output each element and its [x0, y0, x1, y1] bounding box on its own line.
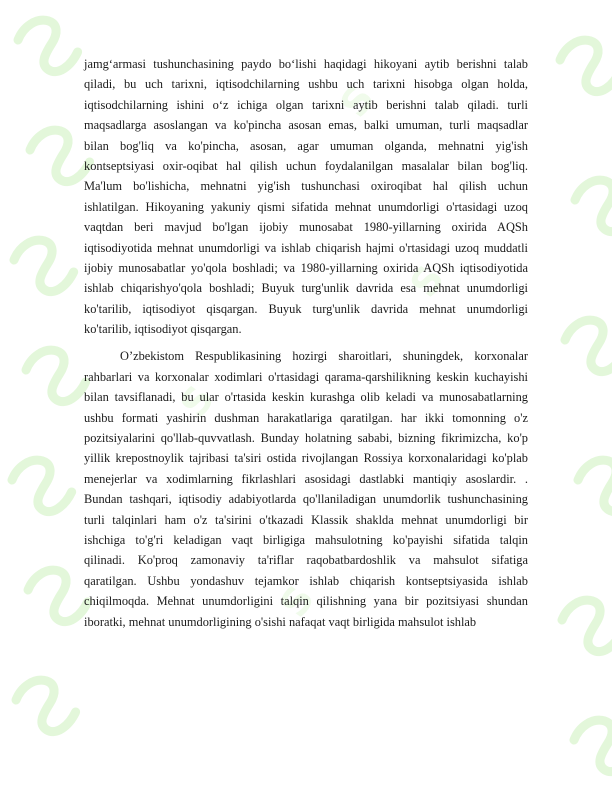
text-line: turli talqinlari ham o'z ta'sirini o'tkazadi Klassik shaklda mehnat unumdorligi bir [84, 512, 528, 527]
text-line: maqsadlarga asoslangan va ko'pincha asosan emas, balki umuman, turli maqsadlar [84, 118, 528, 133]
text-line: pozitsiyalarini qo'llab-quvvatlash. Bunday holatning sababi, bizning fikrimizcha, ko'p [84, 431, 528, 446]
watermark-mark [9, 451, 75, 521]
watermark-mark [557, 31, 612, 101]
text-line: jamg‘armasi tushunchasining paydo bo‘lishi haqidagi hikoyani aytib berishni talab [84, 57, 528, 71]
text-line: rahbarlari va korxonalar xodimlari o'rtasidagi qarama-qarshilikning keskin kuchayishi [84, 369, 528, 384]
text-line: ishlab chiqarishyo'qola boshladi; Buyuk turg'unlik davrida esa mehnat unumdorligi [84, 281, 528, 296]
text-line: ishlatilgan. Hikoyaning yakuniy qismi sifatida mehnat unumdorligi o'rtasidagi uzoq [84, 199, 528, 214]
text-line: ko'tarilib, iqtisodiyot qisqargan. Buyuk turg'unlik davrida mehnat unumdorligi [84, 301, 528, 316]
text-line: ushbu formati yashirin dushman harakatlariga qaratilgan. har ikki tomonning o'z [84, 410, 528, 425]
watermark-mark [25, 561, 91, 631]
watermark-mark [571, 711, 612, 781]
text-line: ko'tarilib, iqtisodiyot qisqargan. [84, 322, 242, 337]
watermark-mark [13, 671, 79, 741]
svg-text:S: S [401, 257, 454, 306]
text-line: Ma'lum bo'lishicha, mehnatni yig'ish tushunchasi oxiroqibat hal qilish uchun [84, 179, 528, 194]
watermark-mark [27, 121, 93, 191]
text-line: vaqtdan beri mavjud bo'lgan ijobiy munosabat 1980-yillarning oxirida AQSh [84, 220, 528, 235]
document-body [84, 54, 528, 632]
paragraph-2 [84, 346, 528, 631]
paragraph-1 [84, 54, 528, 339]
watermark-mark [11, 231, 77, 301]
text-line: ishchiga to'g'ri keladigan vaqt birligiga mahsulotning ko'payishi sifatida talqin [84, 532, 528, 547]
watermark-mark [15, 11, 81, 81]
text-line: yillik krepostnoylik tajribasi ta'siri ostida rivojlangan Rossiya korxonalaridagi ko'plab [84, 451, 528, 466]
svg-text:S: S [171, 377, 224, 426]
watermark-mark [572, 171, 612, 241]
watermark-mark [23, 341, 89, 411]
watermark-mark [559, 591, 612, 661]
text-line: qaratilgan. Ushbu yondashuv tejamkor ishlab chiqarish kontseptsiyasida ishlab [84, 573, 528, 588]
svg-text:S: S [331, 77, 384, 126]
text-line: O’zbekistom Respublikasining hozirgi sharoitlari, shuningdek, korxonalar [120, 349, 528, 364]
watermark-mark [562, 311, 612, 381]
text-line: qilinadi. Ko'proq zamonaviy ta'riflar raqobatbardoshlik va mahsulot sifatiga [84, 553, 528, 568]
text-line: qiladi, bu uch tarixni, iqtisodchilarning ushbu uch tarixni hisobga olgan holda, [84, 77, 528, 92]
text-line: Bundan tashqari, iqtisodiy adabiyotlarda qo'llaniladigan unumdorlik tushunchasining [84, 492, 528, 507]
svg-text:S: S [271, 577, 324, 626]
text-line: ijobiy munosabatlar yo'qola boshladi; va 1980-yillarning oxirida AQSh iqtisodiyotida [84, 260, 528, 275]
text-line: iqtisodchilarning ishini o‘z ichiga olgan tarixni aytib berishni talab qiladi. turli [84, 97, 528, 112]
text-line: kontseptsiyasi oxir-oqibat hal qilish uchun foydalanilgan masalalar bilan bog'liq. [84, 158, 528, 173]
text-line: iboratki, mehnat unumdorligining o'sishi nafaqat vaqt birligida mahsulot ishlab [84, 614, 477, 629]
watermark-mark [575, 451, 612, 521]
text-line: bilan tavsiflanadi, bu ular o'rtasida keskin kurashga olib keladi va munosabatlarning [84, 390, 528, 405]
text-line: iqtisodiyotida mehnat unumdorligi va ishlab chiqarish hajmi o'rtasidagi uzoq muddatli [84, 240, 528, 255]
text-line: chiqilmoqda. Mehnat unumdorligini talqin qilishning yana bir pozitsiyasi shundan [84, 594, 528, 609]
text-line: bilan bog'liq va ko'pincha, asosan, agar umuman olganda, mehnatni yig'ish [84, 138, 528, 153]
text-line: menejerlar va xodimlarning fikrlashlari asosidagi dastlabki mantiqiy asoslardir. . [84, 471, 528, 486]
